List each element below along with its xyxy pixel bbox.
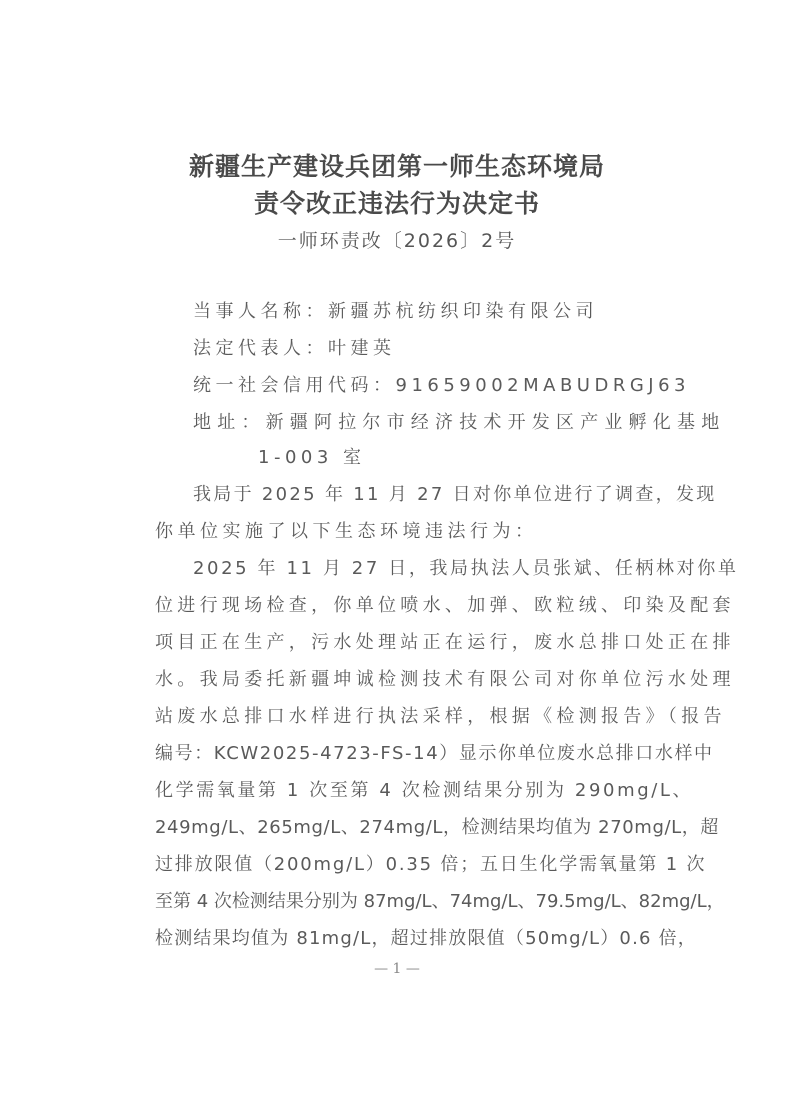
document-number: 一师环责改〔2026〕2号 [277,230,517,252]
body-line: 过排放限值（200mg/L）0.35 倍；五日生化学需氧量第 1 次 [155,854,707,875]
body-line: 2025 年 11 月 27 日，我局执法人员张斌、任柄林对你单 [193,558,739,579]
body-line: 我局于 2025 年 11 月 27 日对你单位进行了调查，发现 [193,484,717,505]
body-line: 位进行现场检查，你单位喷水、加弹、欧粒绒、印染及配套 [155,595,735,616]
address-line-2: 1-003 室 [258,447,366,468]
body-line: 水。我局委托新疆坤诚检测技术有限公司对你单位污水处理 [155,669,735,690]
issuer-title: 新疆生产建设兵团第一师生态环境局 [188,152,605,181]
body-line: 编号：KCW2025-4723-FS-14）显示你单位废水总排口水样中 [155,743,714,764]
party-name: 当事人名称：新疆苏杭纺织印染有限公司 [193,301,598,322]
page-number: — 1 — [374,961,420,977]
body-line: 站废水总排口水样进行执法采样，根据《检测报告》（报告 [155,706,726,727]
body-line: 至第 4 次检测结果分别为 87mg/L、74mg/L、79.5mg/L、82mg/L， [155,891,725,912]
body-line: 项目正在生产，污水处理站正在运行，废水总排口处正在排 [155,632,735,653]
document-type-title: 责令改正违法行为决定书 [253,189,540,218]
legal-representative: 法定代表人：叶建英 [193,338,396,359]
credit-code: 统一社会信用代码：91659002MABUDRGJ63 [193,375,691,396]
body-line: 你单位实施了以下生态环境违法行为： [155,521,538,542]
body-line: 检测结果均值为 81mg/L，超过排放限值（50mg/L）0.6 倍， [155,928,697,949]
address-line-1: 地址：新疆阿拉尔市经济技术开发区产业孵化基地 [193,412,726,433]
body-line: 化学需氧量第 1 次至第 4 次检测结果分别为 290mg/L、 [155,780,694,801]
body-line: 249mg/L、265mg/L、274mg/L，检测结果均值为 270mg/L，超 [155,817,719,838]
